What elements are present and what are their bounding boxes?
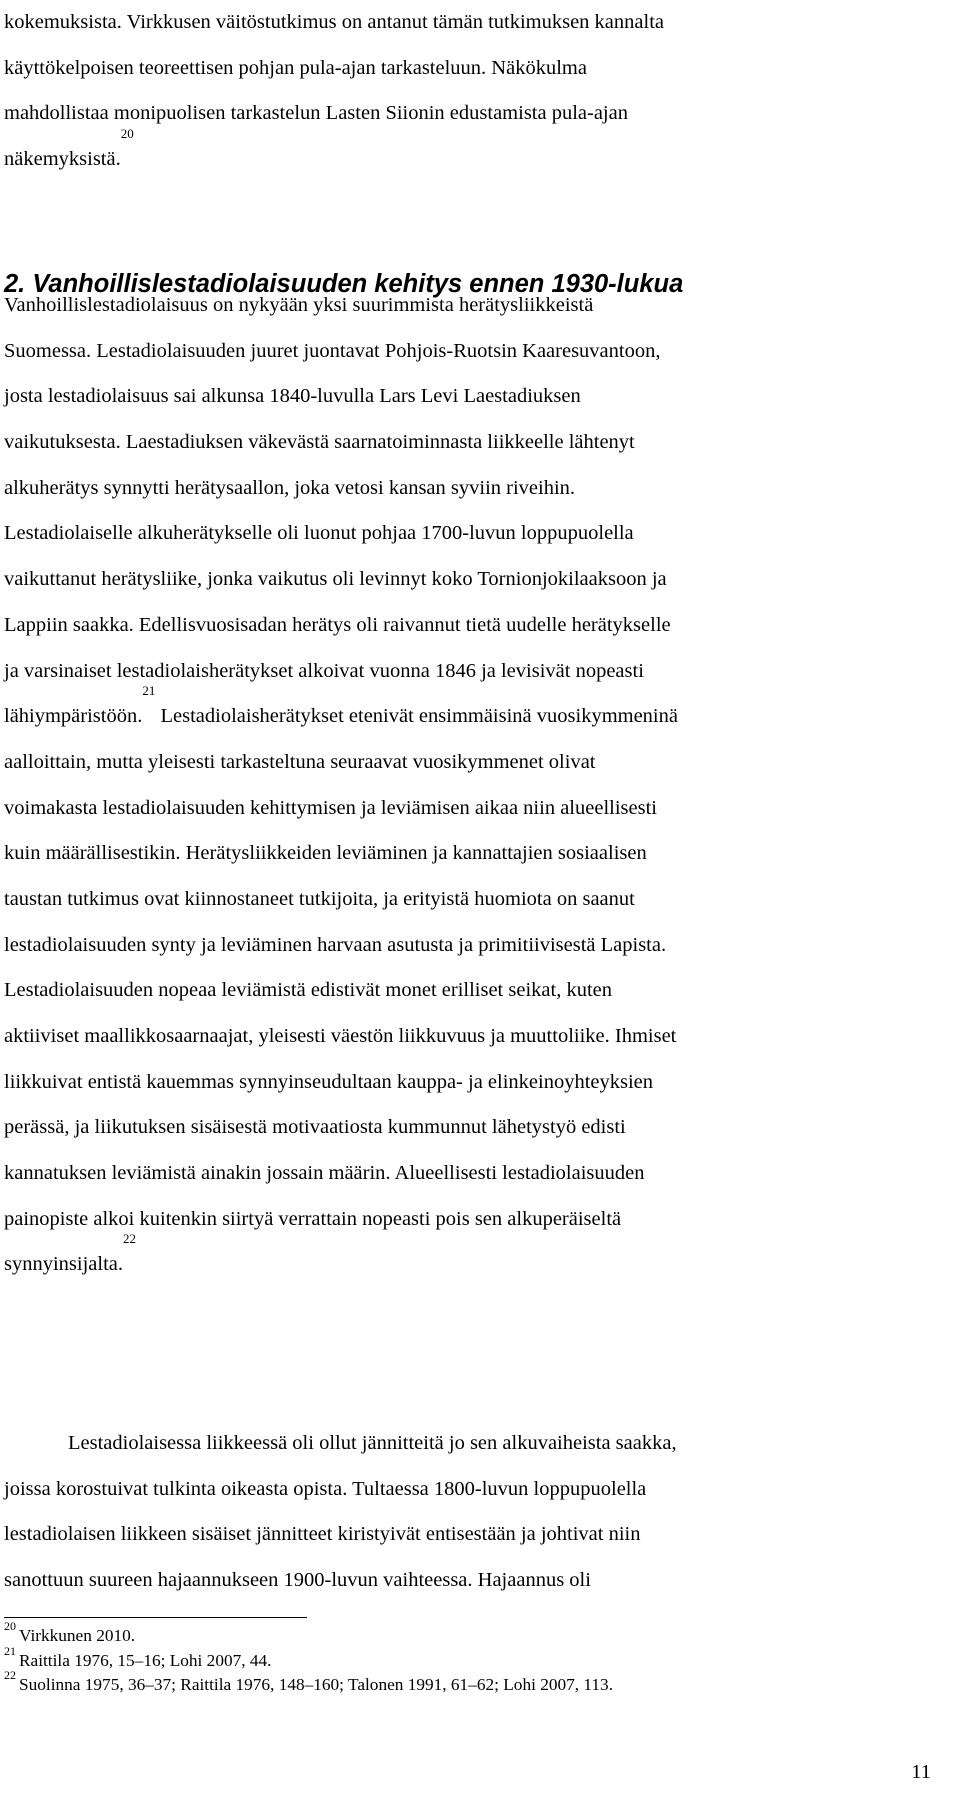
text-line: kuin määrällisestikin. Herätysliikkeiden leviäminen ja kannattajien sosiaalisen — [4, 842, 647, 865]
text-fragment: lähiympäristöön. — [4, 705, 143, 728]
paragraph-2 — [4, 1421, 939, 1604]
footnote-ref-22: 22 — [123, 1231, 137, 1247]
footnote-text: Suolinna 1975, 36–37; Raittila 1976, 148–160; Talonen 1991, 61–62; Lohi 2007, 113. — [19, 1675, 614, 1694]
text-line: Lestadiolaisuuden nopeaa leviämistä edistivät monet erilliset seikat, kuten — [4, 979, 612, 1002]
intro-paragraph — [4, 0, 939, 183]
text-line: josta lestadiolaisuus sai alkunsa 1840-luvulla Lars Levi Laestadiuksen — [4, 385, 581, 408]
text-line: painopiste alkoi kuitenkin siirtyä verrattain nopeasti pois sen alkuperäiseltä — [4, 1207, 622, 1230]
text-line: Vanhoillislestadiolaisuus on nykyään yksi suurimmista herätysliikkeistä — [4, 294, 594, 316]
text-line: aalloittain, mutta yleisesti tarkasteltuna seuraavat vuosikymmenet olivat — [4, 750, 596, 773]
footnote-number: 22 — [4, 1668, 16, 1682]
text-line: Lappiin saakka. Edellisvuosisadan herätys oli raivannut tietä uudelle herätykselle — [4, 613, 671, 636]
text-line: kokemuksista. Virkkusen väitöstutkimus on antanut tämän tutkimuksen kannalta — [4, 11, 664, 33]
text-line: käyttökelpoisen teoreettisen pohjan pula-ajan tarkasteluun. Näkökulma — [4, 56, 587, 79]
text-line: sanottuun suureen hajaannukseen 1900-luvun vaihteessa. Hajaannus oli — [4, 1569, 591, 1592]
paragraph-1 — [4, 283, 939, 1288]
footnote-ref-21: 21 — [142, 683, 156, 699]
text-line: Lestadiolaisessa liikkeessä oli ollut jännitteitä jo sen alkuvaiheista saakka, — [68, 1432, 677, 1454]
footnote-20 — [4, 1619, 613, 1649]
text-line: ja varsinaiset lestadiolaisherätykset alkoivat vuonna 1846 ja levisivät nopeasti — [4, 659, 644, 682]
text-line: mahdollistaa monipuolisen tarkastelun Lasten Siionin edustamista pula-ajan — [4, 102, 628, 125]
text-line: joissa korostuivat tulkinta oikeasta opista. Tultaessa 1800-luvun loppupuolella — [4, 1477, 647, 1500]
footnote-text: Virkkunen 2010. — [19, 1626, 136, 1645]
text-fragment: synnyinsijalta. — [4, 1253, 124, 1276]
text-line: lestadiolaisen liikkeen sisäiset jännitteet kiristyivät entisestään ja johtivat niin — [4, 1523, 641, 1546]
footnote-ref-20: 20 — [120, 126, 134, 142]
text-line: aktiiviset maallikkosaarnaajat, yleisesti väestön liikkuvuus ja muuttoliike. Ihmiset — [4, 1025, 677, 1047]
footnote-21 — [4, 1643, 613, 1674]
text-line: vaikuttanut herätysliike, jonka vaikutus oli levinnyt koko Tornionjokilaaksoon ja — [4, 568, 667, 591]
page-number: 11 — [911, 1761, 931, 1783]
text-line: Suomessa. Lestadiolaisuuden juuret juontavat Pohjois-Ruotsin Kaaresuvantoon, — [4, 339, 661, 362]
footnote-number: 21 — [4, 1643, 16, 1658]
text-line: lestadiolaisuuden synty ja leviäminen harvaan asutusta ja primitiivisestä Lapista. — [4, 933, 667, 956]
text-line: perässä, ja liikutuksen sisäisestä motivaatiosta kummunnut lähetystyö edisti — [4, 1116, 626, 1139]
text-line: alkuherätys synnytti herätysaallon, joka vetosi kansan syviin riveihin. — [4, 476, 576, 499]
text-fragment: Lestadiolaisherätykset etenivät ensimmäisinä vuosikymmeninä — [155, 705, 678, 728]
footnote-separator — [4, 1617, 307, 1618]
text-line: vaikutuksesta. Laestadiuksen väkevästä saarnatoiminnasta liikkeelle lähtenyt — [4, 431, 635, 454]
text-line: kannatuksen leviämistä ainakin jossain määrin. Alueellisesti lestadiolaisuuden — [4, 1162, 645, 1185]
text-line: voimakasta lestadiolaisuuden kehittymisen ja leviämisen aikaa niin alueellisesti — [4, 796, 657, 819]
text-fragment: näkemyksistä. — [4, 148, 121, 171]
text-line — [4, 683, 939, 740]
text-line: taustan tutkimus ovat kiinnostaneet tutkijoita, ja erityistä huomiota on saanut — [4, 887, 635, 910]
footnotes — [4, 1619, 614, 1698]
section-heading: 2. Vanhoillislestadiolaisuuden kehitys ennen 1930-lukua — [4, 270, 684, 298]
text-line: liikkuivat entistä kauemmas synnyinseudultaan kauppa- ja elinkeinoyhteyksien — [4, 1070, 654, 1093]
footnote-text: Raittila 1976, 15–16; Lohi 2007, 44. — [19, 1650, 272, 1670]
text-line — [4, 126, 939, 183]
footnote-22 — [4, 1668, 614, 1698]
text-line — [4, 1231, 939, 1288]
footnote-number: 20 — [4, 1619, 16, 1633]
text-line: Lestadiolaiselle alkuherätykselle oli luonut pohjaa 1700-luvun loppupuolella — [4, 522, 634, 545]
